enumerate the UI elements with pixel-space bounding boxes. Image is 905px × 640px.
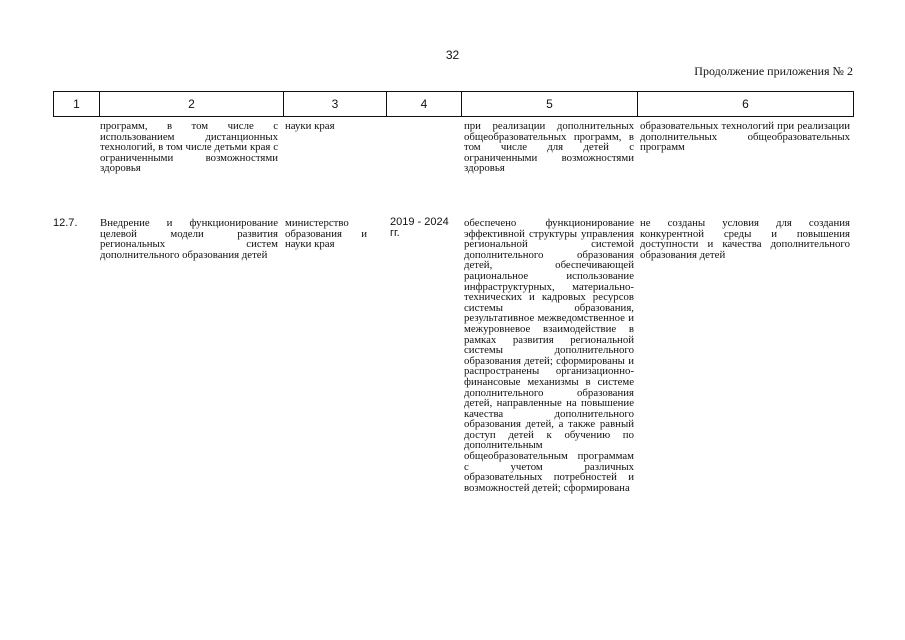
- column-header-5: 5: [462, 92, 638, 117]
- continued-row-col3: науки края: [285, 120, 335, 132]
- row-12-7-number: 12.7.: [53, 217, 78, 229]
- row-12-7-col2: Внедрение и функционирование целевой модели развития региональных систем дополнительного образования детей: [100, 217, 278, 261]
- column-header-table: [53, 91, 854, 117]
- continued-row-col2: программ, в том числе с использованием дистанционных технологий, в том числе детьми края с ограниченными возможностями здоровья: [100, 120, 278, 175]
- continued-row-col6: образовательных технологий при реализации дополнительных общеобразовательных программ: [640, 120, 850, 154]
- continued-row-col5: при реализации дополнительных общеобразовательных программ, в том числе для детей с ограниченными возможностями здоровья: [464, 120, 634, 175]
- appendix-continuation-note: Продолжение приложения № 2: [694, 64, 853, 78]
- row-12-7-col5: обеспечено функционирование эффективной структуры управления региональной системой дополнительного образования детей, обеспечивающей рациональное использование инфраструктурных, материально-технических и кадровых ресурсов системы образования, результативное межведомственное и межуровневое взаимодействие в рамках развития региональной системы дополнительного образования детей; сформированы и распространены организационно-финансовые механизмы в системе дополнительного образования детей, направленные на повышение качества дополнительного образования детей, а также равный доступ детей к обучению по дополнительным общеобразовательным программам с учетом различных образовательных потребностей и возможностей детей; сформирована: [464, 217, 634, 494]
- row-12-7-col4: 2019 - 2024 гг.: [390, 216, 449, 239]
- row-12-7-col6: не созданы условия для создания конкурентной среды и повышения доступности и качества дополнительного образования детей: [640, 217, 850, 261]
- column-header-1: 1: [54, 92, 100, 117]
- column-header-6: 6: [638, 92, 854, 117]
- column-header-2: 2: [100, 92, 284, 117]
- page-number: 32: [445, 48, 460, 62]
- row-12-7-col3: министерство образования и науки края: [285, 217, 367, 251]
- column-header-3: 3: [284, 92, 387, 117]
- column-header-4: 4: [387, 92, 462, 117]
- column-header-row: [54, 92, 854, 117]
